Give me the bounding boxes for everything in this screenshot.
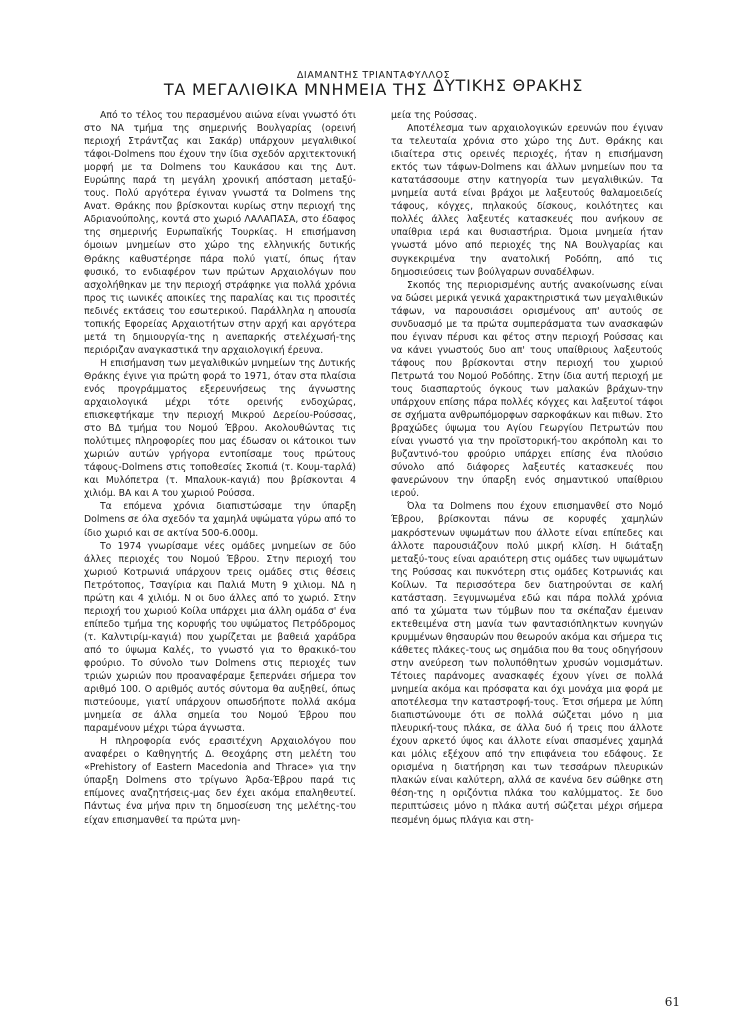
- paragraph-continued: μεία της Ρούσσας.: [391, 110, 478, 121]
- article-title-part-1: ΤΑ ΜΕΓΑΛΙΘΙΚΑ ΜΝΗΜΕΙΑ ΤΗΣ: [163, 80, 428, 99]
- paragraph: Το 1974 γνωρίσαμε νέες ομάδες μνημείων σε δύο άλλες περιοχές του Νομού Έβρου. Στην περιοχή του χωριού Κοτρωνιά υπάρχουν τρεις ομάδες στις θέσεις Πετρότοπος, Τσαγίρια και Παλιά Μυτη 9 χιλιομ. ΝΔ η πρώτη και 4 χιλιόμ. Ν οι δυο άλλες από το χωριό. Στην περιοχή του χωριού Κοίλα υπάρχει μια άλλη ομάδα σ' ένα επίπεδο τμήμα της κορυφής του υψώματος Πετρόδρομος (τ. Καλντιρίμ-καγιά) που χωρίζεται με βαθειά χαράδρα από το ύψωμα Καλές, το γνωστό για το θρακικό-του φρούριο. Το σύνολο των Dolmens στις περιοχές των τριών χωριών που προαναφέραμε ξεπερνάει σήμερα τον αριθμό 100. Ο αριθμός αυτός σύντομα θα αυξηθεί, όπως πιστεύουμε, γιατί υπάρχουν οπωσδήποτε πολλά ακόμα μνημεία σε άλλα σημεία του Νομού Έβρου που παραμένουν μέχρι τώρα άγνωστα.: [84, 540, 356, 735]
- paragraph: Όλα τα Dolmens που έχουν επισημανθεί στο Νομό Έβρου, βρίσκονται πάνω σε κορυφές χαμηλών μακρόστενων υψωμάτων που άλλοτε είναι επίπεδες και άλλοτε παρουσιάζουν πολύ μικρή κλίση. Η διάταξη μεταξύ-τους είναι αραιότερη στις ομάδες των υψωμάτων της Ρούσσας και πυκνότερη στις ομάδες Κοτρωνιάς και Κοίλων. Τα περισσότερα δεν διατηρούνται σε καλή κατάσταση. Ξεγυμνωμένα εδώ και πάρα πολλά χρόνια από τα χώματα των τύμβων που τα σκέπαζαν έμειναν εκτεθειμένα στη μανία των φαντασιόπληκτων κυνηγών κρυμμένων θησαυρών που θεωρούν ακόμα και σήμερα τις κάθετες πλάκες-τους ως σημάδια που θα τους οδηγήσουν στην ανεύρεση των πολυπόθητων χρυσών νομισμάτων. Τέτοιες παράνομες ανασκαφές έχουν γίνει σε πολλά μνημεία ακόμα και πρόσφατα και όχι μονάχα μια φορά με αποτέλεσμα την καταστροφή-τους. Έτσι σήμερα με λύπη διαπιστώνουμε ότι σε πολλά σώζεται μόνο η μια πλευρική-τους πλάκα, σε άλλα δυό ή τρεις που άλλοτε έχουν αρκετό ύψος και άλλοτε είναι σπασμένες χαμηλά και μόλις εξέχουν από την επιφάνεια του εδάφους. Σε ορισμένα η διατήρηση και των τεσσάρων πλευρικών πλακών είναι καλύτερη, αλλά σε κανένα δεν σώθηκε στη θέση-της η οριζόντια πλάκα του καλύμματος. Σε δυο περιπτώσεις μόνο η πλάκα αυτή σώζεται μέχρι σήμερα πεσμένη όμως πλάγια και στη-: [391, 501, 663, 826]
- article-title-part-2: ΔΥΤΙΚΗΣ ΘΡΑΚΗΣ: [433, 76, 584, 95]
- paragraph: Η επισήμανση των μεγαλιθικών μνημείων της Δυτικής Θράκης έγινε για πρώτη φορά το 1971, όταν στα πλαίσια ενός προγράμματος εξερευνήσεως της άγνωστης αρχαιολογικά μέχρι τότε ορεινής ενδοχώρας, επισκεφτήκαμε την περιοχή Μικρού Δερείου-Ρούσσας, στο ΒΔ τμήμα του Νομού Έβρου. Ακολουθώντας τις πολύτιμες πληροφορίες που μας έδωσαν οι κάτοικοι των χωριών αυτών γρήγορα εντοπίσαμε τους πρώτους τάφους-Dolmens στις τοποθεσίες Σκοπιά (τ. Κουμ-ταρλά) και Μυλόπετρα (τ. Μπαλουκ-καγιά) που βρίσκονται 4 χιλιόμ. ΒΑ και Α του χωριού Ρούσσα.: [84, 357, 356, 500]
- article-title: [0, 76, 747, 99]
- author-name: ΔΙΑΜΑΝΤΗΣ ΤΡΙΑΝΤΑΦΥΛΛΟΣ: [296, 70, 451, 81]
- left-column: [84, 109, 356, 827]
- paragraph: Σκοπός της περιορισμένης αυτής ανακοίνωσης είναι να δώσει μερικά γενικά χαρακτηριστικά των μεγαλιθικών τάφων, να παρουσιάσει ορισμένους απ' αυτούς σε συνδυασμό με τα πρώτα συμπεράσματα των ανασκαφών που έγιναν πέρυσι και φέτος στην περιοχή Ρούσσας και να κάνει γνωστούς δυο απ' τους υπαίθριους λαξευτούς τάφους που βρίσκονται στην περιοχή του χωριού Πετρωτά του Νομού Ροδόπης. Στην ίδια αυτή περιοχή με τους διασπαρτούς όγκους των μαλακών βράχων-την υπάρχουν επίσης πάρα πολλές κόγχες και λαξευτοί τάφοι σε σχήματα ανθρωπόμορφων σαρκοφάκων και πιθων. Στο βραχώδες ύψωμα του Αγίου Γεωργίου Πετρωτών που είναι γνωστό για την προϊστορική-του ακρόπολη και το βυζαντινό-του φρούριο υπάρχει επίσης ένα πλούσιο σύνολο από διάφορες λαξευτές κατασκευές που φανερώνουν την ύπαρξη ενός σημαντικού υπαίθριου ιερού.: [391, 279, 663, 500]
- paragraph: Από το τέλος του περασμένου αιώνα είναι γνωστό ότι στο ΝΑ τμήμα της σημερινής Βουλγαρίας (ορεινή περιοχή Στράντζας και Σακάρ) υπάρχουν μεγαλιθικοί τάφοι-Dolmens που έχουν την ίδια σχεδόν αρχιτεκτονική μορφή με τα Dolmens του Καυκάσου και της Δυτ. Ευρώπης παρά τη μεγάλη χρονική απόσταση μεταξύ-τους. Πολύ αργότερα έγιναν γνωστά τα Dolmens της Ανατ. Θράκης που βρίσκονται κυρίως στην περιοχή της Αδριανούπολης, κοντά στο χωριό ΛΑΛΑΠΑΣΑ, στο έδαφος της σημερινής Ευρωπαϊκής Τουρκίας. Η επισήμανση όμοιων μνημείων στο χώρο της ελληνικής δυτικής Θράκης καθυστέρησε πάρα πολύ γιατί, όπως ήταν φυσικό, το ενδιαφέρον των πρώτων Αρχαιολόγων που ασχολήθηκαν με την περιοχή στράφηκε για πολλά χρόνια προς τις ιωνικές αποικίες της παραλίας και τις προσιτές πεδινές εκτάσεις του εσωτερικού. Παράλληλα η απουσία τοπικής Εφορείας Αρχαιοτήτων στην αρχή και αργότερα μετά τη δημιουργία-της η ανεπαρκής στελέχωσή-της περιόριζαν αναγκαστικά την αρχαιολογική έρευνα.: [84, 110, 356, 356]
- paragraph: Τα επόμενα χρόνια διαπιστώσαμε την ύπαρξη Dolmens σε όλα σχεδόν τα χαμηλά υψώματα γύρω από το ίδιο χωριό και σε ακτίνα 500-6.000μ.: [84, 501, 356, 539]
- page-number: 61: [664, 995, 680, 1009]
- paragraph: Αποτέλεσμα των αρχαιολογικών ερευνών που έγιναν τα τελευταία χρόνια στο χώρο της Δυτ. Θράκης και ιδιαίτερα στις ορεινές περιοχές, ήταν η επισήμανση εκτός των τάφων-Dolmens και άλλων μνημείων που τα κατατάσσουμε στην κατηγορία των μεγαλιθικών. Τα μνημεία αυτά είναι βράχοι με λαξευτούς θαλαμοειδείς τάφους, κόγχες, πηλακούς δίσκους, κοιλότητες και πολλές άλλες λαξευτές κατασκευές που ανήκουν σε υπαίθρια ιερά και θυσιαστήρια. Όμοια μνημεία ήταν γνωστά μόνο από περιοχές της ΝΑ Βουλγαρίας και συγκεκριμένα την ανατολική Ροδόπη, από τις δημοσιεύσεις των βούλγαρων συναδέλφων.: [391, 123, 663, 278]
- paragraph: Η πληροφορία ενός ερασιτέχνη Αρχαιολόγου που αναφέρει ο Καθηγητής Δ. Θεοχάρης στη μελέτη του «Prehistory of Eastern Macedonia and Thrace» για την ύπαρξη Dolmens στο τρίγωνο Άρδα-Έβρου παρά τις επίμονες αναζητήσεις-μας δεν έχει ακόμα επαληθευτεί. Πάντως ένα μήνα πριν τη δημοσίευση της μελέτης-του είχαν επισημανθεί τα πρώτα μνη-: [84, 736, 356, 826]
- right-column: [391, 109, 663, 827]
